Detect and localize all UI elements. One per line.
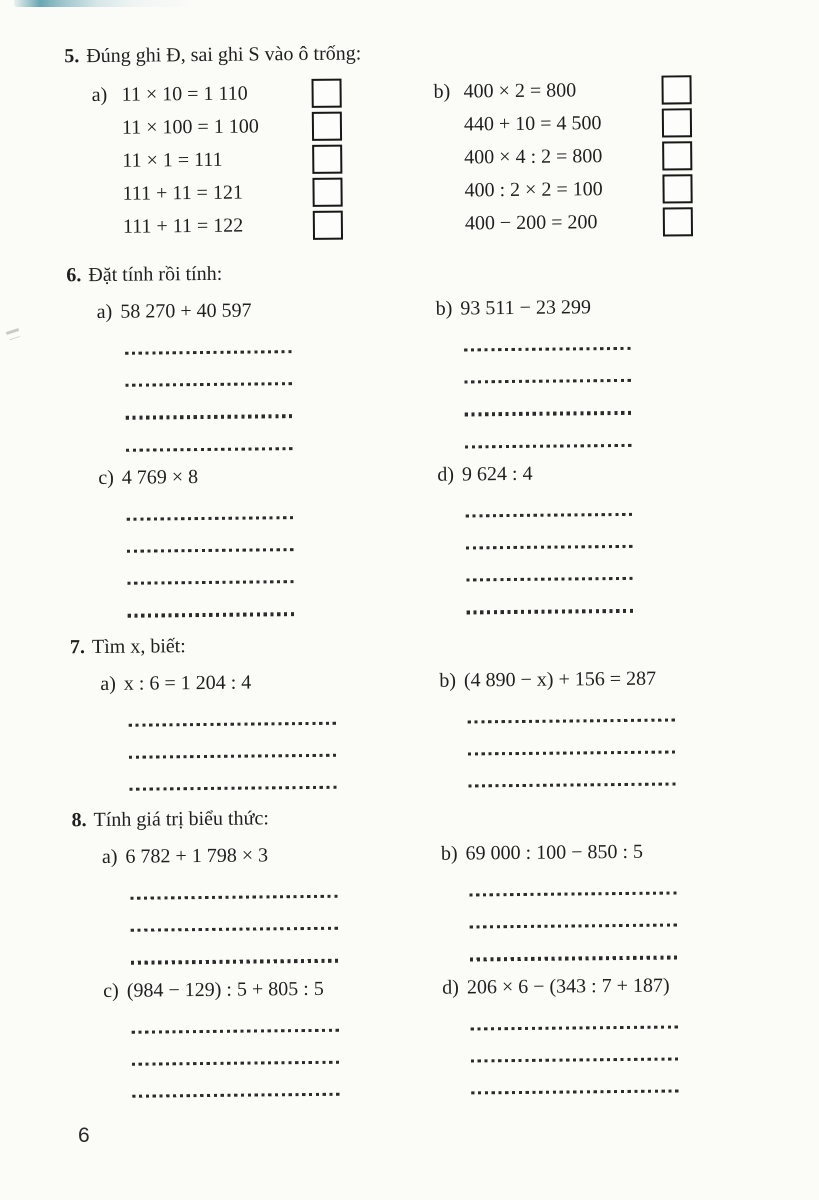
exercise-title: Đúng ghi Đ, sai ghi S vào ô trống:	[86, 42, 362, 68]
answer-line[interactable]	[471, 1089, 679, 1094]
answer-box[interactable]	[313, 211, 343, 240]
answer-box[interactable]	[312, 178, 342, 207]
part-label: b)	[439, 669, 457, 692]
answer-line[interactable]	[464, 379, 632, 384]
true-false-row	[92, 110, 342, 145]
exercise-7-body	[70, 663, 767, 791]
true-false-row	[434, 106, 692, 141]
answer-line[interactable]	[132, 1028, 340, 1033]
part-c	[73, 973, 443, 1098]
answer-line[interactable]	[131, 927, 339, 932]
answer-box[interactable]	[311, 79, 341, 108]
answer-line[interactable]	[470, 956, 678, 961]
answer-line[interactable]	[468, 718, 676, 723]
answer-box[interactable]	[312, 145, 342, 174]
true-false-row	[434, 172, 692, 207]
answer-line[interactable]	[127, 516, 295, 521]
exercise-8-heading	[71, 801, 767, 835]
true-false-row	[91, 77, 341, 112]
answer-line[interactable]	[125, 382, 293, 387]
column-b	[433, 73, 693, 240]
answer-line[interactable]	[129, 721, 337, 726]
part-a	[72, 840, 442, 965]
part-expression: 206 × 6 − (343 : 7 + 187)	[466, 974, 670, 999]
equation: 111 + 11 = 122	[122, 214, 244, 238]
part-label: c)	[103, 979, 119, 1002]
answer-line[interactable]	[132, 1093, 340, 1098]
exercise-number: 5.	[64, 45, 80, 68]
true-false-row	[434, 139, 692, 174]
part-b	[441, 837, 769, 962]
equation: 11 × 10 = 1 110	[121, 82, 248, 106]
exercise-title: Tính giá trị biểu thức:	[93, 807, 269, 832]
answer-box[interactable]	[663, 207, 693, 236]
answer-box[interactable]	[662, 174, 692, 203]
equation: 11 × 1 = 111	[122, 148, 223, 172]
answer-line[interactable]	[471, 1025, 679, 1030]
exercise-number: 8.	[71, 809, 87, 832]
part-expression: x : 6 = 1 204 : 4	[123, 671, 252, 695]
equation: 11 × 100 = 1 100	[121, 115, 259, 139]
true-false-row	[433, 73, 691, 108]
answer-line[interactable]	[125, 350, 293, 355]
answer-line[interactable]	[126, 414, 294, 419]
part-label: a)	[96, 300, 113, 323]
part-c	[68, 460, 438, 617]
equation: 111 + 11 = 121	[122, 181, 244, 205]
answer-line[interactable]	[469, 892, 677, 897]
true-false-row	[92, 143, 342, 178]
equation: 400 × 4 : 2 = 800	[464, 145, 603, 169]
exercise-6-heading	[66, 256, 762, 290]
part-expression: (4 890 − x) + 156 = 287	[463, 667, 657, 691]
exercise-number: 6.	[66, 264, 82, 287]
equation: 400 − 200 = 200	[464, 211, 598, 235]
part-expression: 4 769 × 8	[121, 465, 199, 489]
answer-line[interactable]	[126, 447, 294, 452]
answer-line[interactable]	[470, 924, 678, 929]
part-expression: 9 624 : 4	[461, 462, 533, 486]
answer-line[interactable]	[471, 1057, 679, 1062]
answer-line[interactable]	[465, 443, 633, 448]
answer-box[interactable]	[312, 112, 342, 141]
part-a	[67, 295, 437, 452]
answer-line[interactable]	[464, 347, 632, 352]
part-label: a)	[101, 845, 118, 869]
answer-line[interactable]	[132, 1061, 340, 1066]
answer-line[interactable]	[468, 782, 676, 787]
part-label: b)	[435, 297, 453, 320]
answer-line[interactable]	[467, 609, 635, 614]
answer-line[interactable]	[466, 545, 634, 550]
part-b	[439, 663, 767, 788]
equation: 400 × 2 = 800	[463, 79, 577, 103]
column-label: b)	[433, 80, 451, 103]
part-expression: 93 511 − 23 299	[460, 296, 592, 320]
part-b	[436, 292, 764, 449]
part-label: d)	[442, 976, 459, 999]
answer-line[interactable]	[466, 577, 634, 582]
part-label: a)	[100, 672, 116, 695]
exercise-5-body	[64, 73, 762, 245]
answer-line[interactable]	[129, 753, 337, 758]
exercise-5-heading	[64, 37, 760, 71]
part-expression: 69 000 : 100 − 850 : 5	[465, 840, 644, 865]
exercise-6-body	[67, 292, 766, 618]
answer-line[interactable]	[129, 786, 337, 791]
true-false-row	[435, 205, 693, 240]
answer-box[interactable]	[661, 75, 691, 104]
answer-line[interactable]	[468, 750, 676, 755]
column-label: a)	[91, 83, 108, 107]
part-d	[442, 970, 770, 1095]
equation: 400 : 2 × 2 = 100	[464, 178, 603, 202]
part-label: c)	[98, 466, 114, 489]
part-a	[70, 666, 440, 791]
answer-box[interactable]	[662, 108, 692, 137]
part-d	[437, 457, 765, 614]
answer-line[interactable]	[127, 580, 295, 585]
exercise-title: Đặt tính rồi tính:	[88, 262, 223, 287]
exercise-number: 7.	[69, 635, 86, 658]
answer-line[interactable]	[131, 959, 339, 964]
part-expression: (984 − 129) : 5 + 805 : 5	[126, 977, 324, 1002]
answer-line[interactable]	[130, 895, 338, 900]
exercise-title: Tìm x, biết:	[91, 634, 186, 658]
equation: 440 + 10 = 4 500	[463, 112, 602, 136]
column-a	[64, 76, 435, 245]
answer-line[interactable]	[465, 411, 633, 416]
answer-line[interactable]	[466, 513, 634, 518]
answer-line[interactable]	[127, 548, 295, 553]
answer-line[interactable]	[128, 612, 296, 617]
part-expression: 6 782 + 1 798 × 3	[125, 844, 269, 868]
part-expression: 58 270 + 40 597	[120, 299, 252, 323]
exercise-7-heading	[70, 627, 766, 661]
part-label: b)	[440, 842, 458, 865]
answer-box[interactable]	[662, 141, 692, 170]
true-false-row	[93, 209, 343, 244]
part-label: d)	[437, 463, 455, 486]
page-number: 6	[78, 1124, 90, 1147]
exercise-8-body	[72, 837, 770, 1099]
true-false-row	[92, 176, 342, 211]
